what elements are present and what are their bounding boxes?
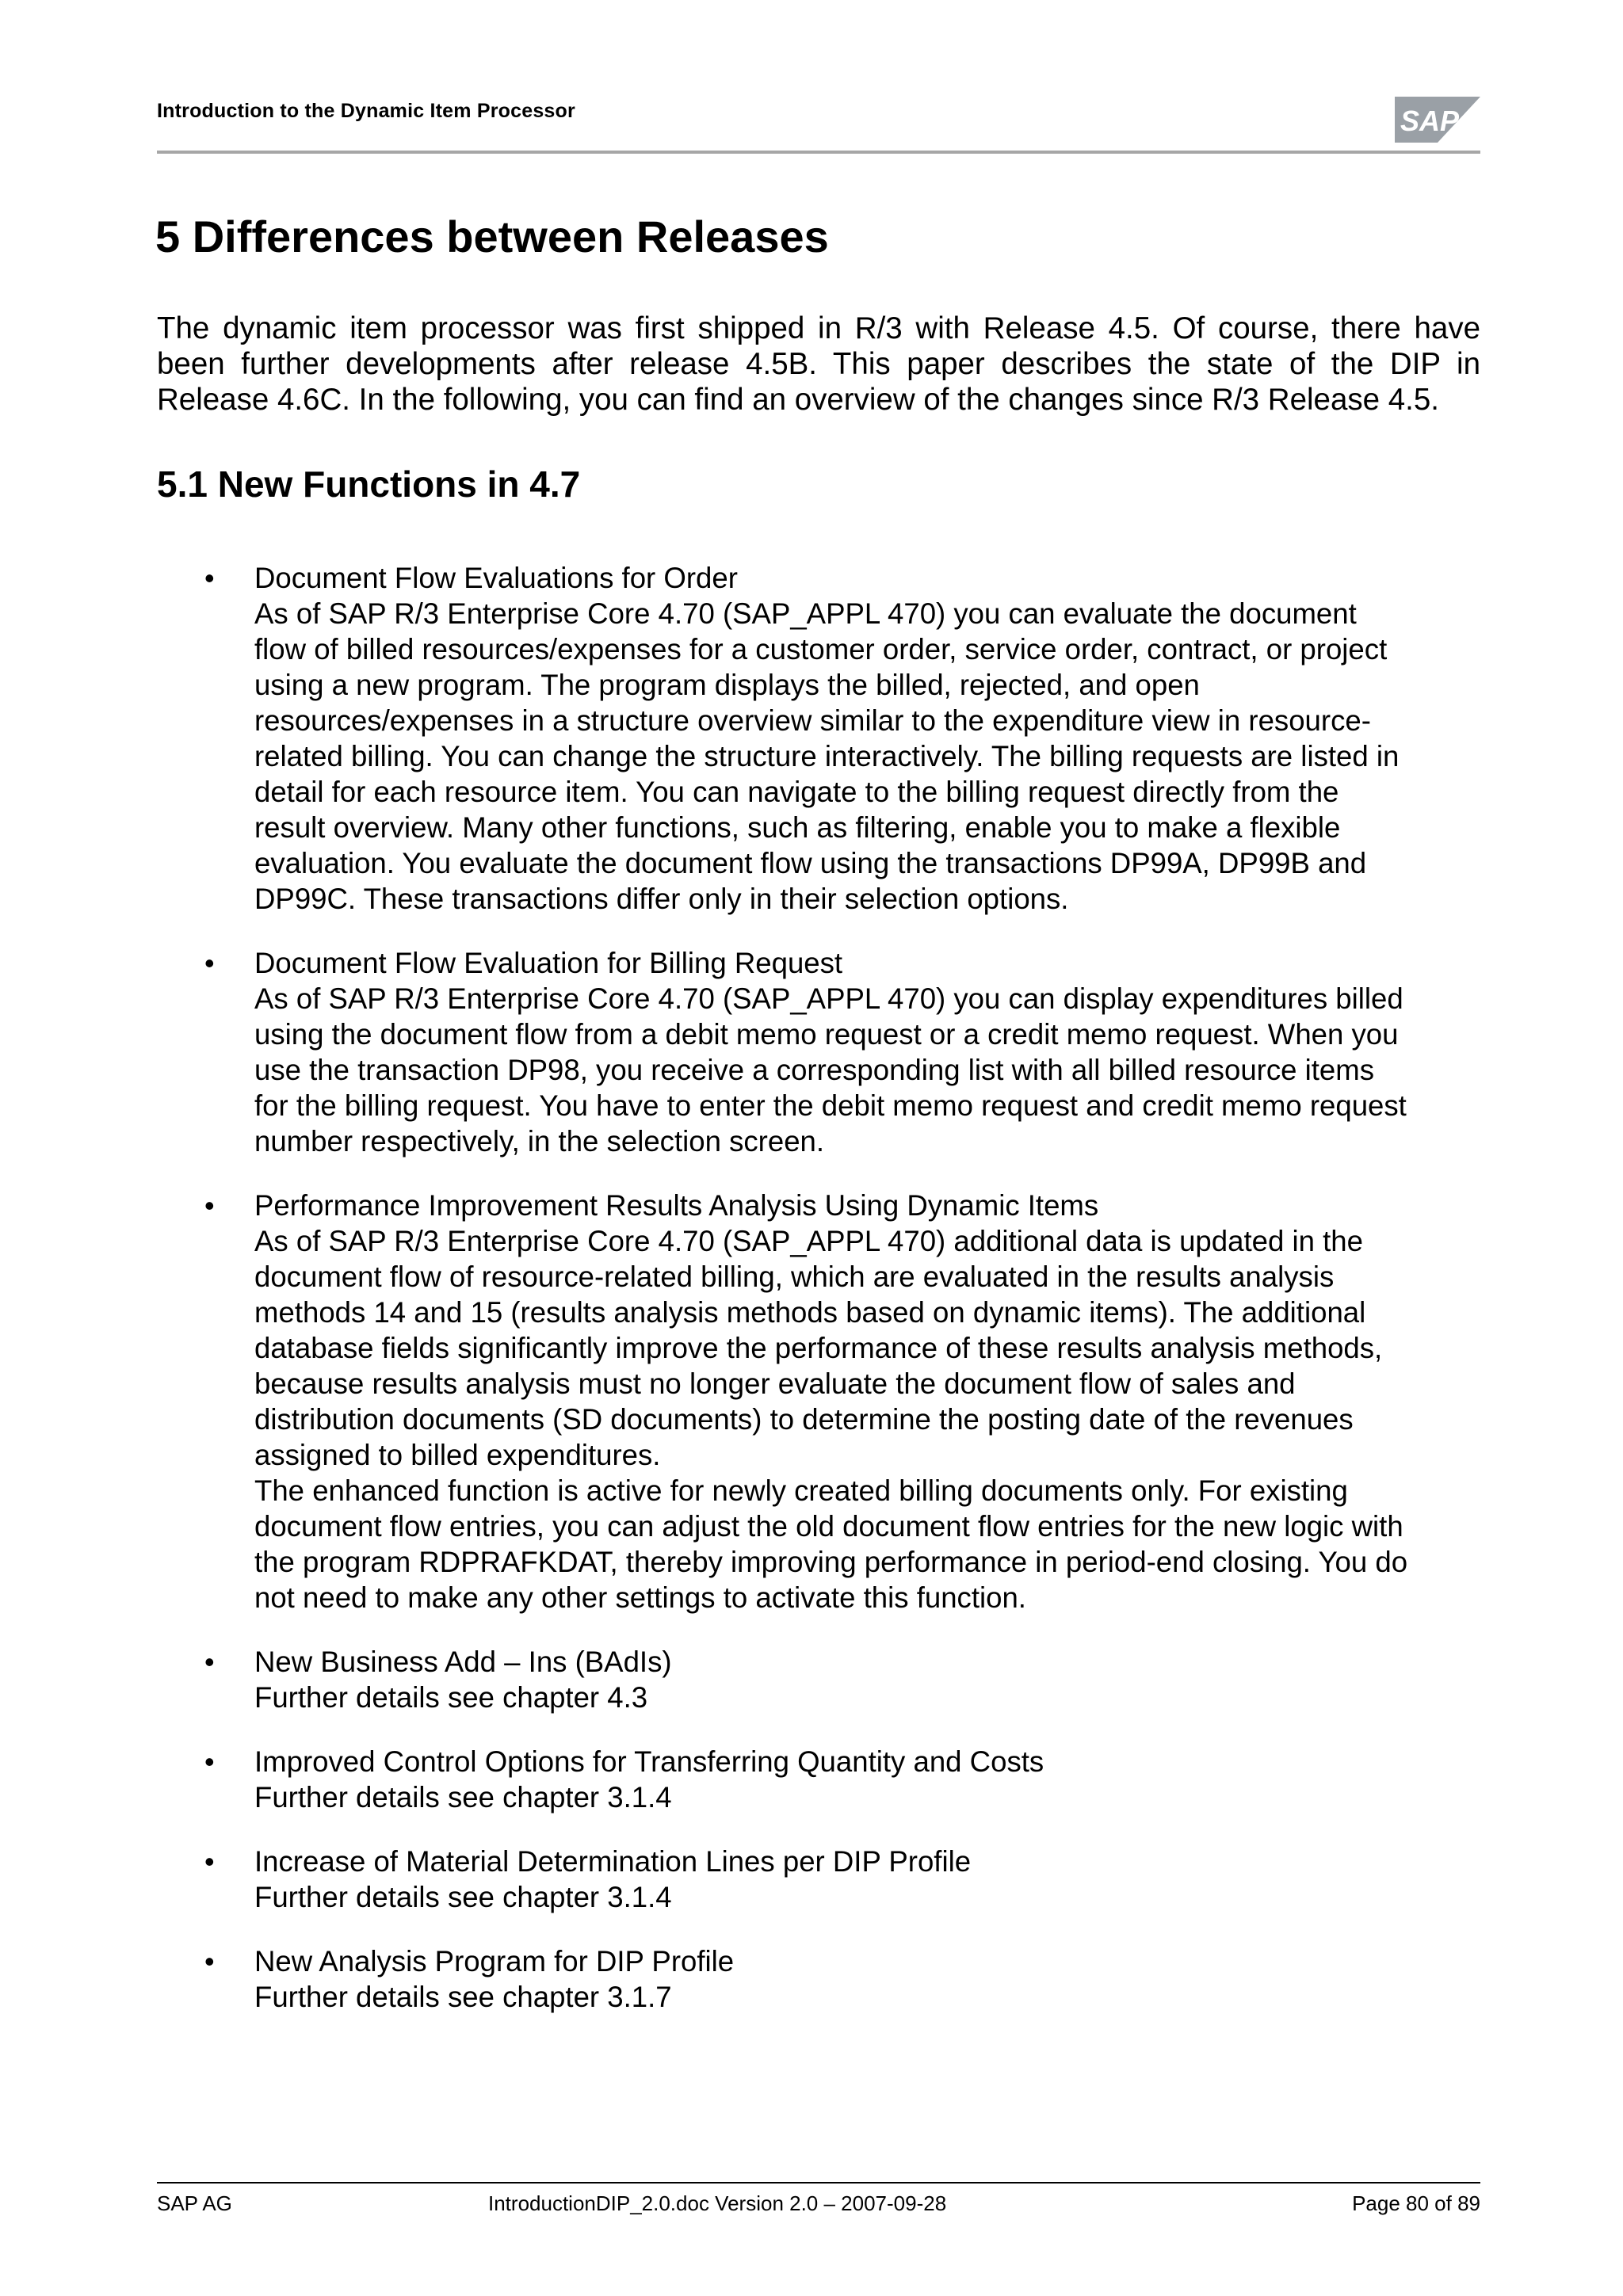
- list-item-body: As of SAP R/3 Enterprise Core 4.70 (SAP_APPL 470) you can evaluate the document flow of billed resources/expenses for a customer order, service order, contract, or project using a new program. The program displays the billed, rejected, and open resources/expenses in a structure overview similar to the expenditure view in resource- related billing. You can change the structure interactively. The billing requests are listed in detail for each resource item. You can navigate to the billing request directly from the result overview. Many other functions, such as filtering, enable you to make a flexible evaluation. You evaluate the document flow using the transactions DP99A, DP99B and DP99C. These transactions differ only in their selection options.: [254, 597, 1400, 915]
- bullet-icon: •: [204, 562, 215, 594]
- list-item: [157, 1844, 1488, 1915]
- list-item: [157, 945, 1488, 1159]
- bullet-icon: •: [204, 1845, 215, 1878]
- list-item-title: Improved Control Options for Transferring Quantity and Costs: [254, 1745, 1044, 1778]
- footer-divider: [157, 2182, 1480, 2183]
- bullet-icon: •: [204, 1646, 215, 1678]
- running-header-title: Introduction to the Dynamic Item Processor: [157, 100, 575, 122]
- list-item-body: As of SAP R/3 Enterprise Core 4.70 (SAP_APPL 470) additional data is updated in the document flow of resource-related billing, which are evaluated in the results analysis methods 14 and 15 (results analysis methods based on dynamic items). The additional database fields significantly improve the performance of these results analysis methods, because results analysis must no longer evaluate the document flow of sales and distribution documents (SD documents) to determine the posting date of the revenues assigned to billed expenditures. The enhanced function is active for newly created billing documents only. For existing document flow entries, you can adjust the old document flow entries for the new logic with the program RDPRAFKDAT, thereby improving performance in period-end closing. You do not need to make any other settings to activate this function.: [254, 1225, 1408, 1614]
- list-item-title: New Business Add – Ins (BAdIs): [254, 1646, 672, 1678]
- list-item-title: Document Flow Evaluation for Billing Request: [254, 947, 843, 979]
- bullet-icon: •: [204, 1189, 215, 1222]
- footer-company: SAP AG: [157, 2191, 232, 2215]
- list-item: [157, 1644, 1488, 1715]
- section-title: 5.1 New Functions in 4.7: [157, 463, 581, 505]
- list-item: [157, 1744, 1488, 1815]
- list-item: [157, 1188, 1488, 1615]
- bullet-icon: •: [204, 947, 215, 979]
- list-item: [157, 560, 1488, 917]
- list-item-body: Further details see chapter 3.1.7: [254, 1981, 672, 2013]
- list-item-body: Further details see chapter 3.1.4: [254, 1881, 672, 1913]
- new-functions-list: [157, 560, 1488, 2043]
- list-item-title: Document Flow Evaluations for Order: [254, 562, 738, 594]
- chapter-intro-paragraph: The dynamic item processor was first shipped in R/3 with Release 4.5. Of course, there have been further developments after release 4.5B. This paper describes the state of the DIP in Release 4.6C. In the following, you can find an overview of the changes since R/3 Release 4.5.: [157, 311, 1480, 417]
- sap-logo-text: SAP: [1400, 105, 1460, 137]
- header-divider: [157, 151, 1480, 154]
- list-item-title: New Analysis Program for DIP Profile: [254, 1945, 735, 1978]
- list-item: [157, 1943, 1488, 2015]
- list-item-body: Further details see chapter 3.1.4: [254, 1781, 672, 1814]
- sap-logo: [1395, 97, 1480, 143]
- list-item-body: Further details see chapter 4.3: [254, 1681, 648, 1714]
- bullet-icon: •: [204, 1745, 215, 1778]
- chapter-title: 5 Differences between Releases: [155, 212, 829, 261]
- footer-document-info: IntroductionDIP_2.0.doc Version 2.0 – 2007-09-28: [488, 2191, 947, 2215]
- list-item-title: Performance Improvement Results Analysis Using Dynamic Items: [254, 1189, 1099, 1222]
- bullet-icon: •: [204, 1945, 215, 1978]
- list-item-body: As of SAP R/3 Enterprise Core 4.70 (SAP_APPL 470) you can display expenditures billed using the document flow from a debit memo request or a credit memo request. When you use the transaction DP98, you receive a corresponding list with all billed resource items for the billing request. You have to enter the debit memo request and credit memo request number respectively, in the selection screen.: [254, 982, 1407, 1158]
- footer-page-number: Page 80 of 89: [1352, 2191, 1480, 2215]
- list-item-title: Increase of Material Determination Lines per DIP Profile: [254, 1845, 972, 1878]
